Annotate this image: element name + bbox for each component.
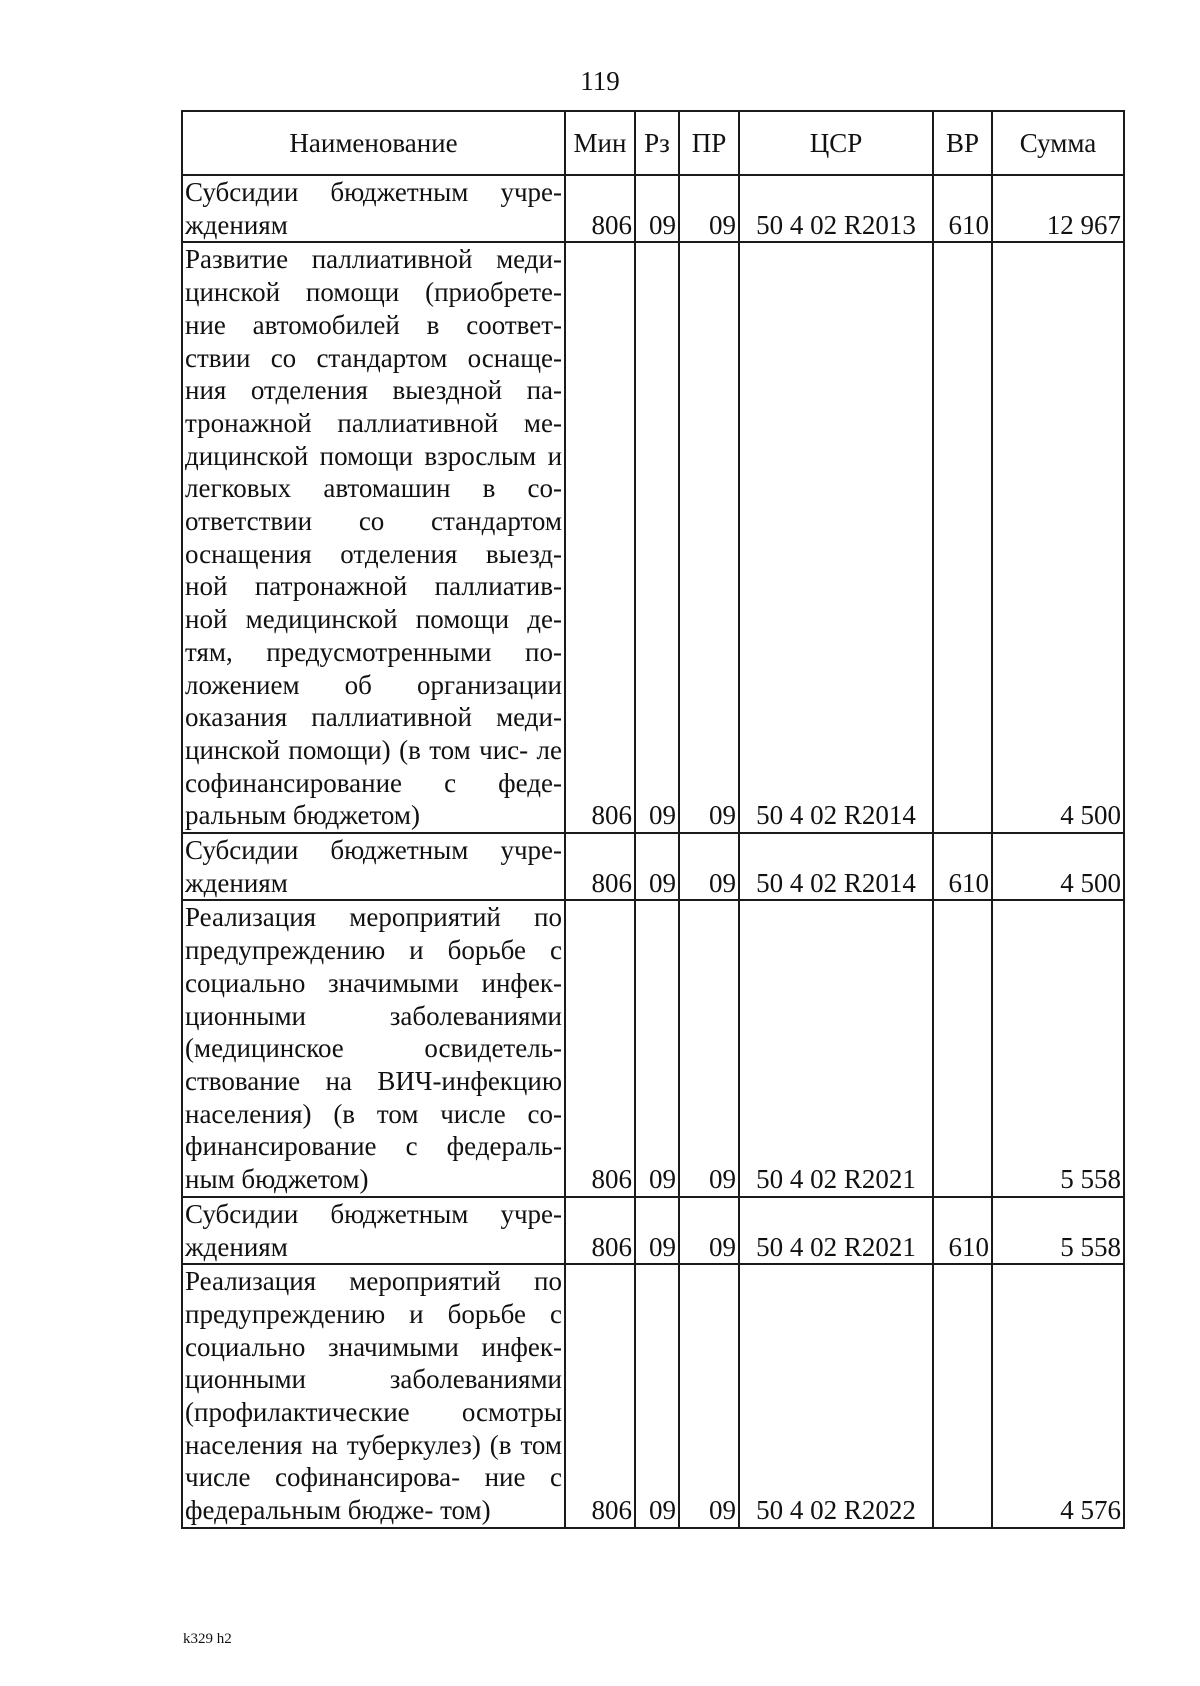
table-row (182, 1264, 1124, 1528)
budget-table (181, 110, 1125, 1529)
table-row (182, 833, 1124, 900)
table-body (182, 175, 1124, 1528)
cell-vr: 610 (933, 175, 992, 242)
cell-csr: 50 4 02 R2021 (739, 900, 933, 1196)
name-line: цинской помощи (приобрете- (185, 277, 562, 308)
cell-pr: 09 (679, 833, 739, 900)
cell-sum: 5 558 (992, 900, 1124, 1196)
cell-csr: 50 4 02 R2021 (739, 1197, 933, 1264)
header-pr: ПР (679, 111, 739, 175)
cell-rz: 09 (635, 833, 679, 900)
header-sum: Сумма (992, 111, 1124, 175)
name-line: ния отделения выездной па- (185, 375, 562, 406)
name-line: ствии со стандартом оснаще- (185, 342, 562, 373)
cell-csr: 50 4 02 R2022 (739, 1264, 933, 1528)
table-row (182, 1197, 1124, 1264)
name-line: ной медицинской помощи де- (185, 604, 562, 635)
name-line: ле софинансирование с феде- (185, 734, 563, 798)
cell-vr: 610 (933, 833, 992, 900)
name-line: тям, предусмотренными по- (185, 636, 562, 667)
name-line: ние автомобилей в соответ- (185, 309, 562, 340)
cell-rz: 09 (635, 1264, 679, 1528)
cell-vr: 610 (933, 1197, 992, 1264)
cell-name (182, 1264, 565, 1528)
name-line: ральным бюджетом) (185, 800, 420, 831)
cell-min: 806 (565, 1264, 635, 1528)
header-rz: Рз (635, 111, 679, 175)
cell-name (182, 175, 565, 242)
cell-min: 806 (565, 242, 635, 833)
name-line: Субсидии бюджетным учре- (185, 1198, 562, 1229)
name-line: социально значимыми инфек- (185, 1331, 562, 1362)
cell-min: 806 (565, 1197, 635, 1264)
cell-min: 806 (565, 175, 635, 242)
name-line: ние с федеральным бюдже- (185, 1462, 562, 1526)
table-header-row (182, 111, 1124, 175)
name-line: и легковых автомашин в со- (185, 440, 563, 504)
name-line: ствование на ВИЧ-инфекцию (185, 1065, 562, 1096)
name-line: Реализация мероприятий по (185, 1266, 562, 1297)
cell-sum: 4 500 (992, 242, 1124, 833)
cell-rz: 09 (635, 242, 679, 833)
name-line: ной патронажной паллиатив- (185, 571, 562, 602)
cell-sum: 5 558 (992, 1197, 1124, 1264)
cell-csr: 50 4 02 R2013 (739, 175, 933, 242)
name-line: ждениям (185, 209, 288, 240)
cell-pr: 09 (679, 1264, 739, 1528)
name-line: оснащения отделения выезд- (185, 538, 562, 569)
cell-sum: 12 967 (992, 175, 1124, 242)
table-row (182, 242, 1124, 833)
cell-vr (933, 242, 992, 833)
cell-sum: 4 576 (992, 1264, 1124, 1528)
name-line: тронажной паллиативной ме- (185, 407, 562, 438)
header-name: Наименование (182, 111, 565, 175)
name-line: том) (440, 1495, 491, 1526)
page-number: 119 (580, 66, 620, 96)
cell-sum: 4 500 (992, 833, 1124, 900)
table-row (182, 175, 1124, 242)
cell-vr (933, 1264, 992, 1528)
name-line: дицинской помощи взрослым (185, 440, 537, 471)
cell-min: 806 (565, 833, 635, 900)
name-line: Реализация мероприятий по (185, 902, 562, 933)
name-line: финансирование с федераль- (185, 1131, 562, 1162)
cell-rz: 09 (635, 900, 679, 1196)
name-line: Субсидии бюджетным учре- (185, 835, 562, 866)
table-row (182, 900, 1124, 1196)
cell-csr: 50 4 02 R2014 (739, 242, 933, 833)
name-line: оказания паллиативной меди- (185, 702, 562, 733)
name-line: ждениям (185, 867, 288, 898)
header-csr: ЦСР (739, 111, 933, 175)
name-line: (в том числе софинансирова- (185, 1429, 562, 1493)
cell-name (182, 1197, 565, 1264)
header-vr: ВР (933, 111, 992, 175)
name-line: предупреждению и борьбе с (185, 935, 562, 966)
cell-min: 806 (565, 900, 635, 1196)
name-line: населения на туберкулез) (185, 1429, 481, 1460)
cell-csr: 50 4 02 R2014 (739, 833, 933, 900)
name-line: Развитие паллиативной меди- (185, 244, 562, 275)
cell-name (182, 833, 565, 900)
name-line: ционными заболеваниями (185, 1364, 562, 1395)
cell-pr: 09 (679, 900, 739, 1196)
cell-pr: 09 (679, 242, 739, 833)
header-min: Мин (565, 111, 635, 175)
name-line: предупреждению и борьбе с (185, 1298, 562, 1329)
name-line: (профилактические осмотры (185, 1397, 562, 1428)
cell-name (182, 242, 565, 833)
cell-pr: 09 (679, 175, 739, 242)
name-line: ждениям (185, 1231, 288, 1262)
name-line: Субсидии бюджетным учре- (185, 177, 562, 207)
name-line: цинской помощи) (в том чис- (185, 734, 529, 765)
name-line: населения) (в том числе со- (185, 1098, 562, 1129)
name-line: социально значимыми инфек- (185, 967, 562, 998)
name-line: ответствии со стандартом (185, 506, 562, 537)
footer-code: k329 h2 (183, 1631, 232, 1647)
cell-vr (933, 900, 992, 1196)
cell-rz: 09 (635, 1197, 679, 1264)
name-line: (медицинское освидетель- (185, 1033, 562, 1064)
name-line: ционными заболеваниями (185, 1000, 562, 1031)
cell-pr: 09 (679, 1197, 739, 1264)
name-line: ным бюджетом) (185, 1164, 369, 1195)
cell-rz: 09 (635, 175, 679, 242)
name-line: ложением об организации (185, 669, 562, 700)
cell-name (182, 900, 565, 1196)
